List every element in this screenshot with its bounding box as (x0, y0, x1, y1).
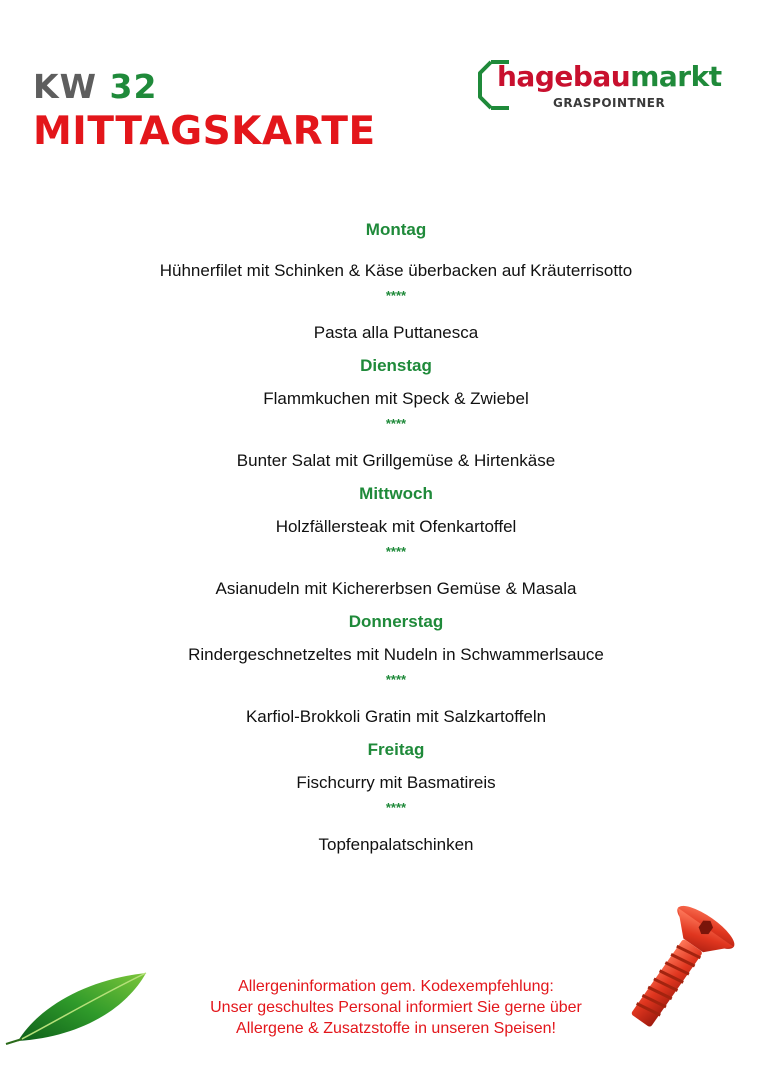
allergen-line: Unser geschultes Personal informiert Sie gerne über (210, 999, 582, 1016)
day-heading: Montag (365, 220, 427, 239)
hagebau-logo (477, 56, 737, 114)
separator: **** (385, 544, 407, 559)
dish: Rindergeschnetzeltes mit Nudeln in Schwammerlsauce (188, 645, 604, 664)
dish: Flammkuchen mit Speck & Zwiebel (263, 389, 529, 408)
separator: **** (385, 416, 407, 431)
leaf-icon (0, 965, 150, 1045)
header (33, 68, 376, 154)
dish: Karfiol-Brokkoli Gratin mit Salzkartoffeln (245, 707, 547, 726)
day-heading: Mittwoch (359, 484, 433, 503)
dish: Pasta alla Puttanesca (313, 323, 479, 342)
day-heading: Donnerstag (348, 612, 444, 631)
dish: Asianudeln mit Kichererbsen Gemüse & Masala (215, 579, 577, 598)
dish: Topfenpalatschinken (318, 835, 474, 854)
separator: **** (385, 672, 407, 687)
screw-icon (606, 900, 746, 1040)
logo-brand-part1: hagebau (497, 60, 631, 93)
dish: Holzfällersteak mit Ofenkartoffel (275, 517, 517, 536)
dish: Hühnerfilet mit Schinken & Käse überbacken auf Kräuterrisotto (159, 261, 633, 280)
logo-subtitle: GRASPOINTNER (553, 96, 666, 110)
logo-brand (497, 60, 722, 94)
menu (0, 218, 764, 857)
allergen-info (150, 976, 642, 1039)
dish: Fischcurry mit Basmatireis (296, 773, 496, 792)
day-heading: Dienstag (360, 356, 432, 375)
allergen-line: Allergene & Zusatzstoffe in unseren Speisen! (236, 1020, 556, 1037)
separator: **** (385, 288, 407, 303)
day-heading: Freitag (367, 740, 425, 759)
calendar-week (33, 68, 376, 106)
kw-label: KW (33, 67, 97, 106)
logo-brand-part2: markt (630, 60, 722, 93)
dish: Bunter Salat mit Grillgemüse & Hirtenkäse (236, 451, 556, 470)
page-title: MITTAGSKARTE (33, 109, 376, 154)
allergen-line: Allergeninformation gem. Kodexempfehlung: (238, 978, 554, 995)
kw-number: 32 (109, 67, 158, 106)
separator: **** (385, 800, 407, 815)
